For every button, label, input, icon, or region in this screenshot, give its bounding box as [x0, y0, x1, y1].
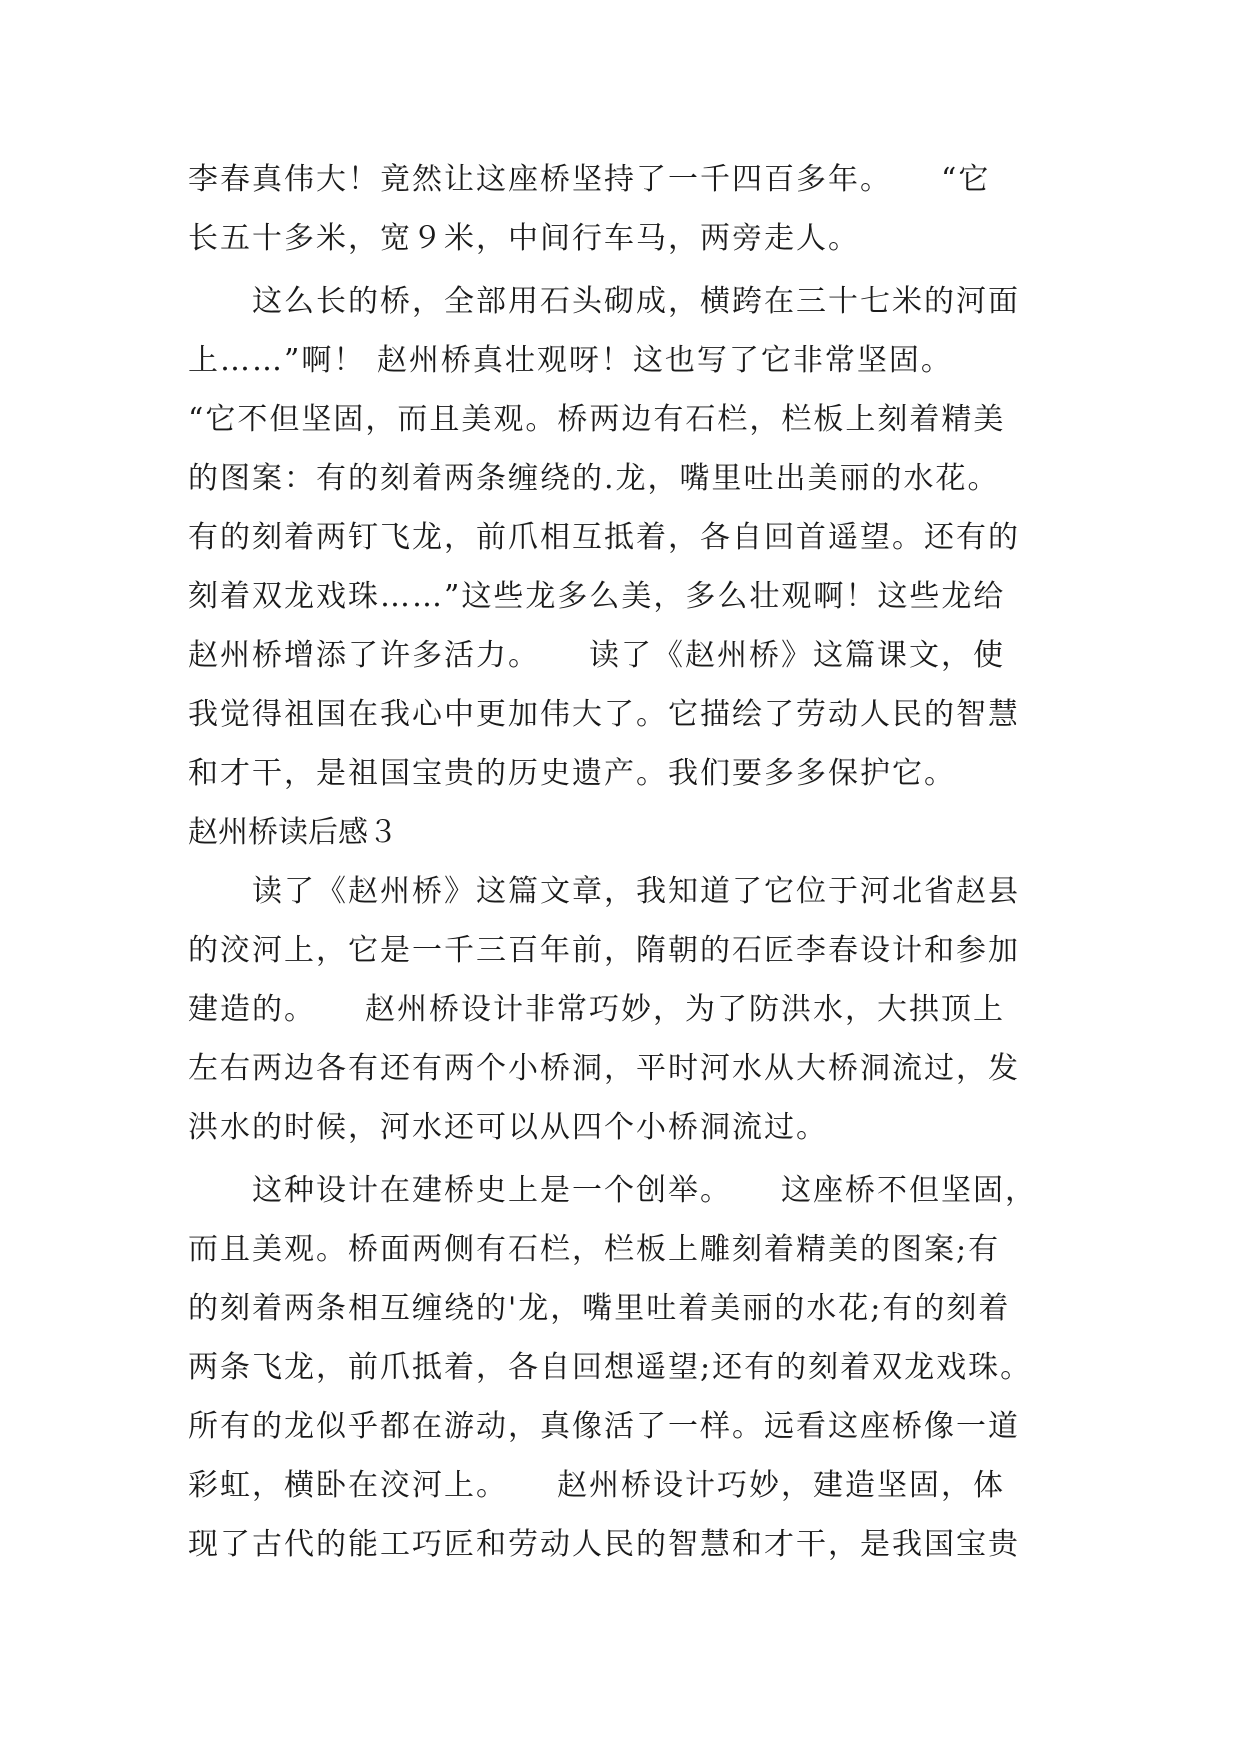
- body-line: 读了《赵州桥》这篇文章，我知道了它位于河北省赵县: [188, 874, 1020, 909]
- body-line: 洪水的时候，河水还可以从四个小桥洞流过。: [188, 1110, 828, 1145]
- body-line: 有的刻着两钉飞龙，前爪相互抵着，各自回首遥望。还有的: [188, 520, 1020, 555]
- section-heading: 赵州桥读后感３: [188, 815, 398, 850]
- body-line: 李春真伟大！竟然让这座桥坚持了一千四百多年。 “它: [188, 162, 991, 197]
- body-line: 建造的。 赵州桥设计非常巧妙，为了防洪水，大拱顶上: [188, 992, 1005, 1027]
- body-line: 这么长的桥，全部用石头砌成，横跨在三十七米的河面: [188, 284, 1020, 319]
- body-line: 刻着双龙戏珠……”这些龙多么美，多么壮观啊！这些龙给: [188, 579, 1006, 614]
- body-line: 赵州桥增添了许多活力。 读了《赵州桥》这篇课文，使: [188, 638, 1005, 673]
- body-line: 这种设计在建桥史上是一个创举。 这座桥不但坚固，: [188, 1173, 1037, 1208]
- body-line: 和才干，是祖国宝贵的历史遗产。我们要多多保护它。: [188, 756, 956, 791]
- body-line: 所有的龙似乎都在游动，真像活了一样。远看这座桥像一道: [188, 1409, 1020, 1444]
- body-line: 长五十多米，宽９米，中间行车马，两旁走人。: [188, 221, 860, 256]
- body-line: 左右两边各有还有两个小桥洞，平时河水从大桥洞流过，发: [188, 1051, 1020, 1086]
- body-line: “它不但坚固，而且美观。桥两边有石栏，栏板上刻着精美: [188, 402, 1006, 437]
- body-line: 而且美观。桥面两侧有石栏，栏板上雕刻着精美的图案;有: [188, 1232, 1001, 1267]
- body-line: 的刻着两条相互缠绕的'龙，嘴里吐着美丽的水花;有的刻着: [188, 1291, 1011, 1326]
- body-line: 上……”啊！ 赵州桥真壮观呀！这也写了它非常坚固。: [188, 343, 953, 378]
- document-body: [188, 150, 1058, 1574]
- body-line: 的洨河上，它是一千三百年前，隋朝的石匠李春设计和参加: [188, 933, 1020, 968]
- body-line: 我觉得祖国在我心中更加伟大了。它描绘了劳动人民的智慧: [188, 697, 1020, 732]
- body-line: 的图案：有的刻着两条缠绕的.龙，嘴里吐出美丽的水花。: [188, 461, 1000, 496]
- body-line: 两条飞龙，前爪抵着，各自回想遥望;还有的刻着双龙戏珠。: [188, 1350, 1033, 1385]
- body-line: 彩虹，横卧在洨河上。 赵州桥设计巧妙，建造坚固，体: [188, 1468, 1005, 1503]
- body-line: 现了古代的能工巧匠和劳动人民的智慧和才干，是我国宝贵: [188, 1527, 1020, 1562]
